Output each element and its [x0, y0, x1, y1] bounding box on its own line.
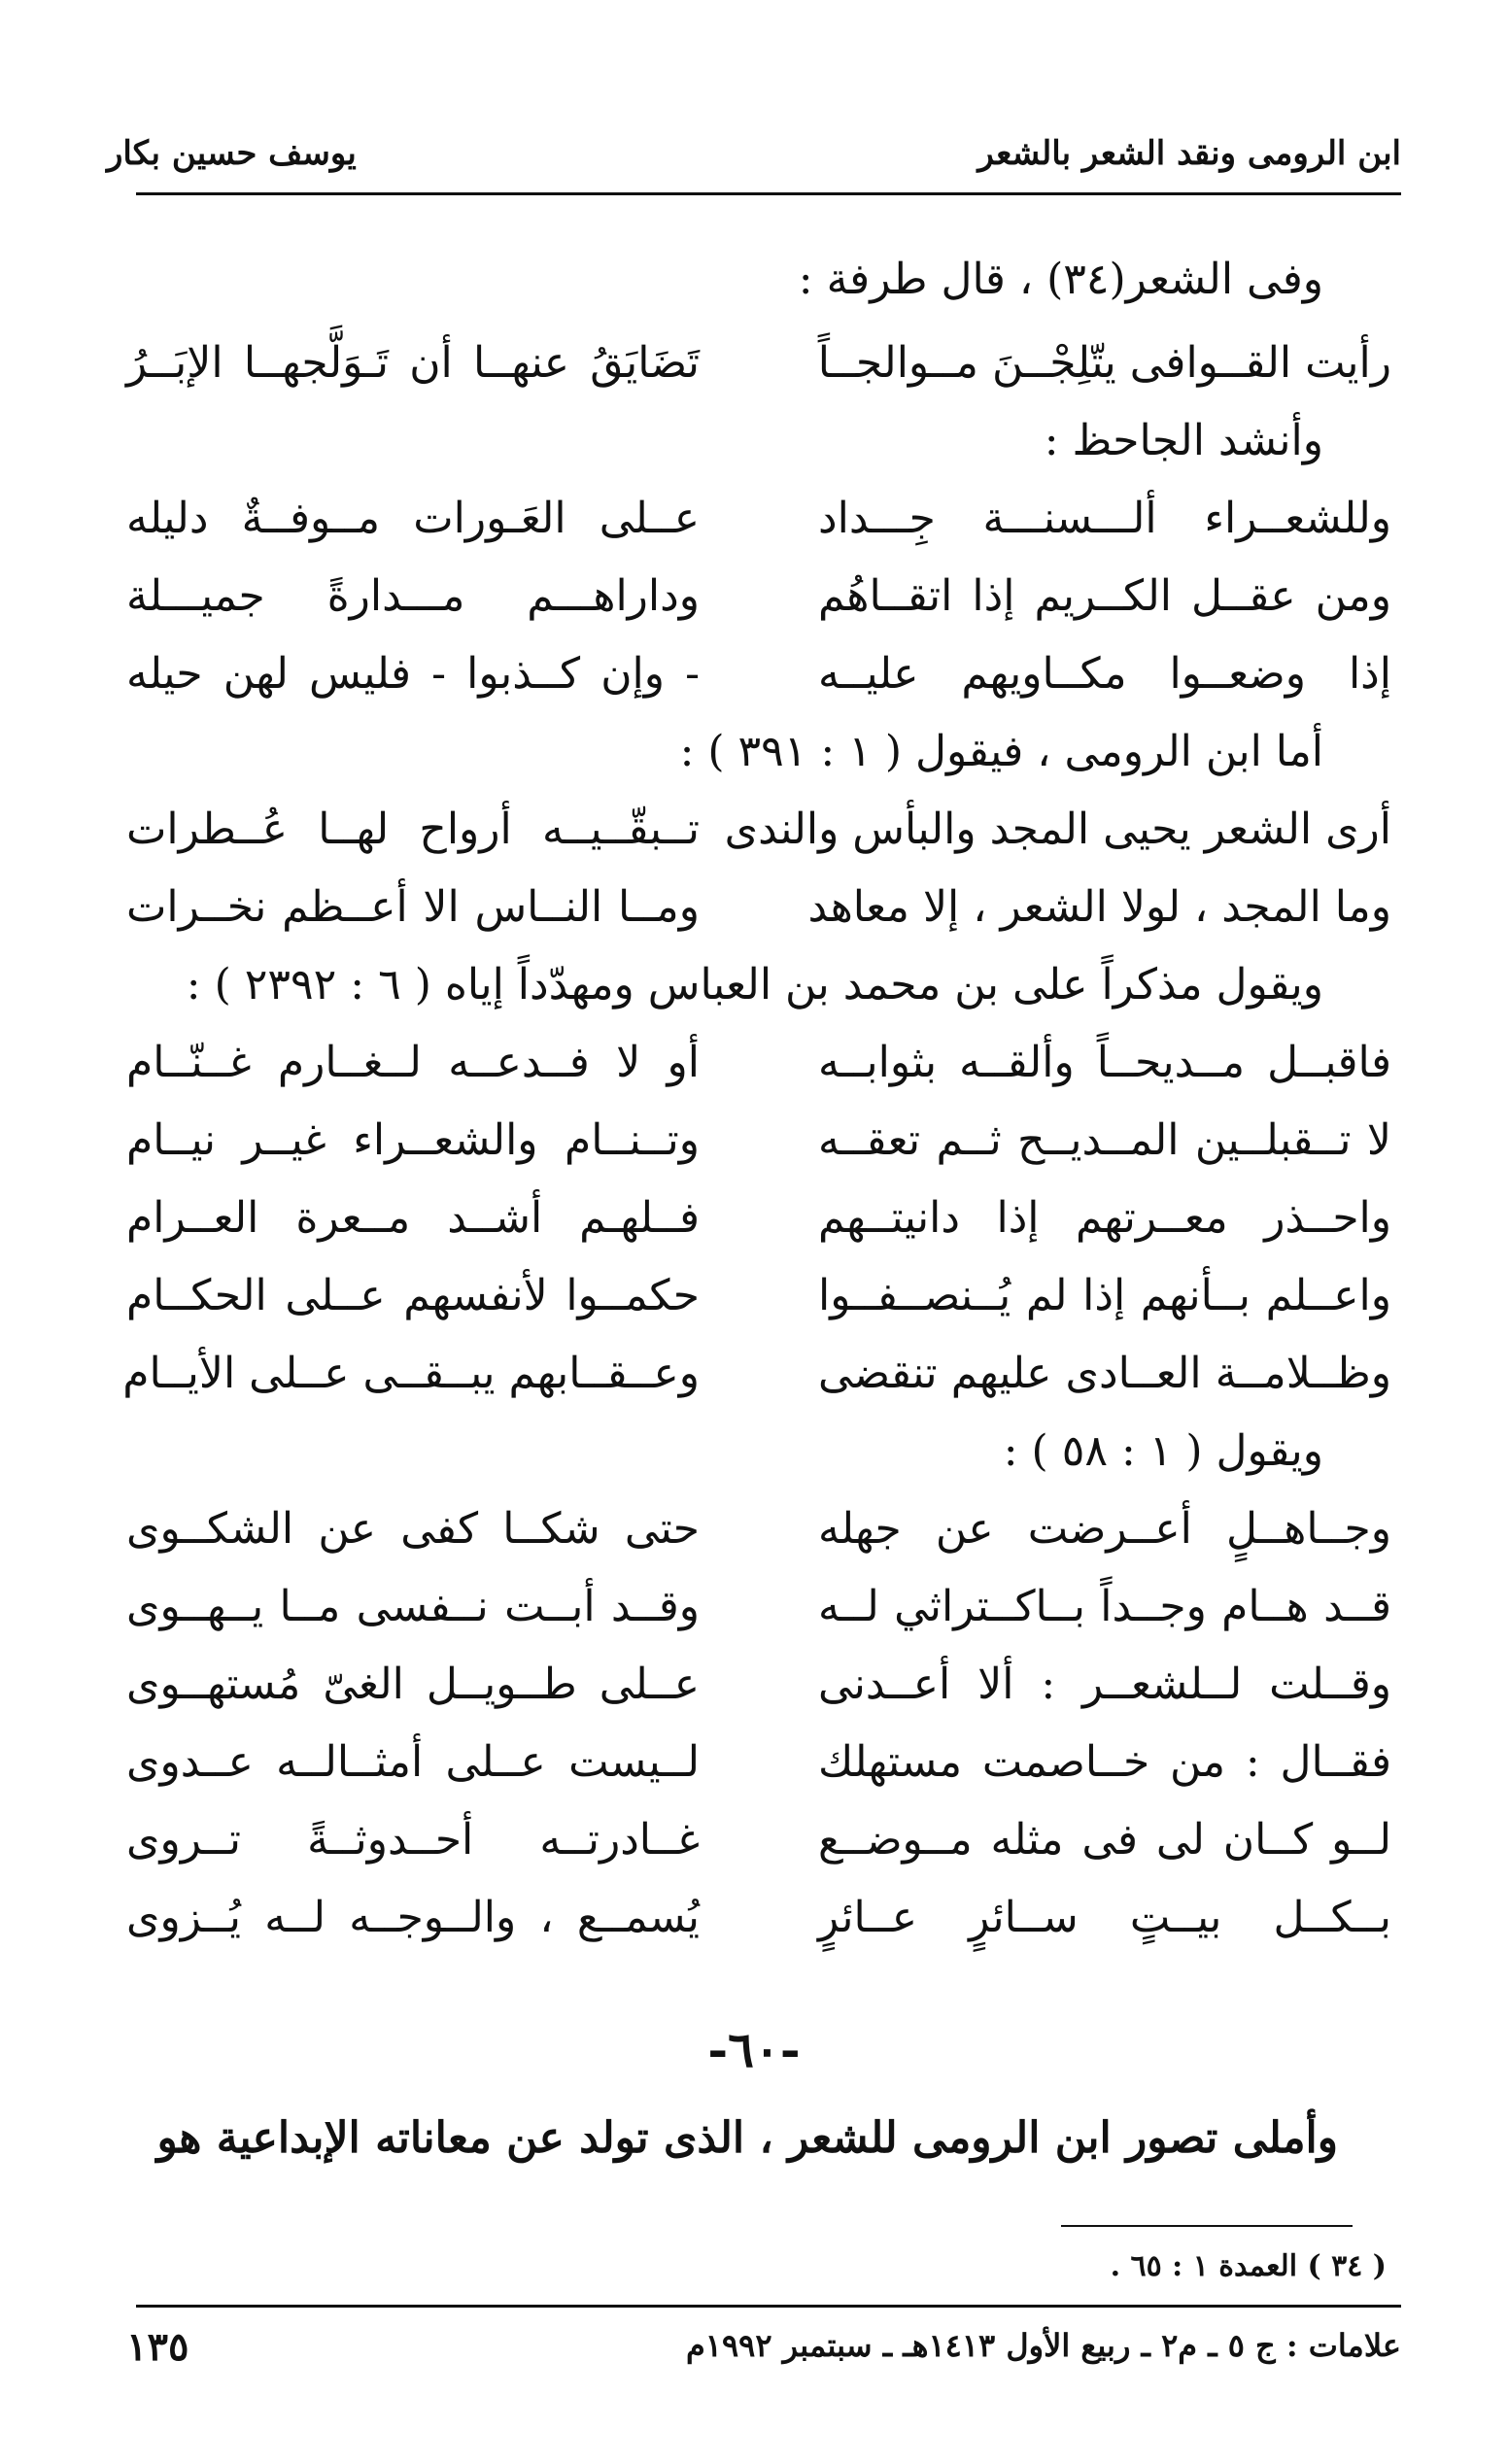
verse-second-hemistich: حتى شكــا كفى عن الشكــوى — [126, 1504, 700, 1554]
verse-row — [126, 804, 1391, 863]
verse-first-hemistich: وقــلت لــلشعــر : ألا أعــدنى — [818, 1660, 1391, 1709]
verse-first-hemistich: لــو كــان لى فى مثله مــوضــع — [818, 1815, 1391, 1865]
header-divider — [136, 192, 1401, 195]
page-header — [107, 124, 1401, 183]
body-paragraph: وأملى تصور ابن الرومى للشعر ، الذى تولد عن معاناته الإبداعية هو — [156, 2113, 1338, 2163]
intro-line-ali: ويقول مذكراً على بن محمد بن العباس ومهدّداً إياه ( ٦ : ٢٣٩٢ ) : — [186, 960, 1323, 1010]
verse-first-hemistich: ومن عقــل الكــريم إذا اتقــاهُم — [818, 571, 1391, 621]
verse-first-hemistich: أرى الشعر يحيى المجد والبأس والندى — [724, 804, 1391, 854]
verse-first-hemistich: واحــذر معــرتهم إذا دانيتــهم — [818, 1193, 1391, 1243]
verse-second-hemistich: عــلى العَـورات مــوفــةٌ دليله — [126, 494, 700, 543]
intro-line-jahiz: وأنشد الجاحظ : — [1044, 416, 1323, 465]
footnote-divider — [1061, 2225, 1353, 2227]
verse-row — [126, 1815, 1391, 1873]
verse-first-hemistich: واعــلم بــأنهم إذا لم يُــنصــفــوا — [818, 1271, 1391, 1320]
verse-row — [126, 1582, 1391, 1640]
verse-row — [126, 494, 1391, 552]
footnote: ( ٣٤ ) العمدة ١ : ٦٥ . — [1110, 2249, 1387, 2283]
verse-row — [126, 1737, 1391, 1796]
verse-row — [126, 1271, 1391, 1329]
verse-first-hemistich: فقــال : من خــاصمت مستهلك — [818, 1737, 1391, 1787]
verse-row — [126, 338, 1391, 396]
page-number: ١٣٥ — [126, 2324, 189, 2370]
verse-second-hemistich: تَضَايَقُ عنهــا أن تَـوَلَّجهــا الإبَــرُ — [126, 338, 700, 388]
verse-second-hemistich: وداراهـــم مـــدارةً جميـــلة — [126, 571, 700, 621]
verse-second-hemistich: - وإن كــذبوا - فليس لهن حيله — [126, 649, 700, 699]
verse-first-hemistich: لا تــقبلــين المــديــح ثــم تعقــه — [818, 1115, 1391, 1165]
verse-first-hemistich: وما المجد ، لولا الشعر ، إلا معاهد — [807, 882, 1391, 932]
verse-first-hemistich: قــد هــام وجــداً بــاكــتراثي لــه — [818, 1582, 1391, 1631]
verse-second-hemistich: أو لا فــدعــه لــغــارم غــنّــام — [126, 1038, 700, 1087]
verse-first-hemistich: إذا وضعــوا مكــاويهم عليــه — [818, 649, 1391, 699]
verse-second-hemistich: ومــا النــاس الا أعــظم نخــرات — [126, 882, 700, 932]
verse-second-hemistich: وقــد أبــت نــفسى مــا يــهــوى — [126, 1582, 700, 1631]
verse-row — [126, 1038, 1391, 1096]
intro-line-58: ويقول ( ١ : ٥٨ ) : — [1003, 1426, 1323, 1476]
verse-row — [126, 882, 1391, 941]
verse-first-hemistich: رأيت القــوافى يتّلِجْــنَ مــوالجــاً — [817, 338, 1391, 388]
footer-divider — [136, 2305, 1401, 2308]
verse-row — [126, 1660, 1391, 1718]
verse-second-hemistich: تــبقّــيــه أرواح لهــا عُــطرات — [126, 804, 700, 854]
verse-second-hemistich: لــيست عــلى أمثــالــه عــدوى — [126, 1737, 700, 1787]
journal-citation: علامات : ج ٥ ـ م٢ ـ ربيع الأول ١٤١٣هـ ـ سبتمبر ١٩٩٢م — [685, 2327, 1401, 2364]
verse-second-hemistich: يُسمــع ، والــوجــه لــه يُــزوى — [126, 1893, 700, 1942]
section-page-marker: -٦٠- — [707, 2021, 801, 2078]
verse-row — [126, 1504, 1391, 1562]
verse-row — [126, 571, 1391, 630]
verse-second-hemistich: حكمــوا لأنفسهم عــلى الحكــام — [126, 1271, 700, 1320]
verse-first-hemistich: وظــلامــة العــادى عليهم تنقضى — [818, 1349, 1391, 1398]
intro-line-tarafa: وفى الشعر(٣٤) ، قال طرفة : — [798, 255, 1323, 304]
verse-row — [126, 1193, 1391, 1251]
verse-second-hemistich: غــادرتــه أحــدوثــةً تــروى — [126, 1815, 700, 1865]
verse-row — [126, 1115, 1391, 1174]
verse-first-hemistich: وللشعــراء ألـــسنـــة جِـــداد — [818, 494, 1391, 543]
verse-row — [126, 1893, 1391, 1951]
author-name: يوسف حسين بكار — [107, 134, 357, 173]
verse-first-hemistich: فاقبــل مــديحــاً وألقــه بثوابــه — [818, 1038, 1391, 1087]
intro-line-ibn-rumi: أما ابن الرومى ، فيقول ( ١ : ٣٩١ ) : — [679, 727, 1323, 776]
verse-row — [122, 1349, 1391, 1407]
book-title: ابن الرومى ونقد الشعر بالشعر — [977, 134, 1401, 173]
verse-second-hemistich: فــلهـم أشــد مــعرة العــرام — [126, 1193, 700, 1243]
verse-second-hemistich: وتــنــام والشعــراء غيــر نيــام — [126, 1115, 700, 1165]
verse-second-hemistich: وعــقــابهم يبــقــى عــلى الأيــام — [122, 1349, 700, 1398]
verse-second-hemistich: عــلى طــويــل الغىّ مُستهــوى — [126, 1660, 700, 1709]
verse-row — [126, 649, 1391, 707]
verse-first-hemistich: بــكــل بيــتٍ ســائرٍ عــائرٍ — [818, 1893, 1391, 1942]
verse-first-hemistich: وجــاهــلٍ أعــرضت عن جهله — [818, 1504, 1391, 1554]
